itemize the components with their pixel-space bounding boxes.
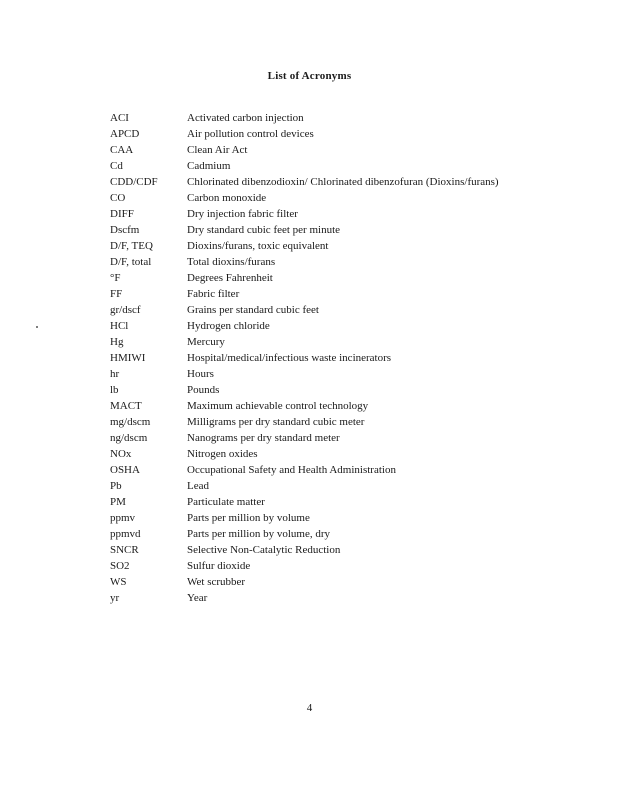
acronym-row <box>110 574 580 590</box>
acronym-definition: Nanograms per dry standard meter <box>187 432 340 444</box>
acronym-abbreviation: APCD <box>110 128 140 140</box>
acronym-definition: Wet scrubber <box>187 576 246 588</box>
acronym-row <box>110 190 580 206</box>
acronym-definition: Dioxins/furans, toxic equivalent <box>187 240 329 252</box>
acronym-row <box>110 110 580 126</box>
acronym-definition: Degrees Fahrenheit <box>187 272 273 284</box>
acronym-row <box>110 158 580 174</box>
acronym-abbreviation: ppmv <box>110 512 136 524</box>
acronym-row <box>110 222 580 238</box>
page-title: List of Acronyms <box>267 70 352 82</box>
acronym-abbreviation: NOx <box>110 448 132 460</box>
acronym-abbreviation: Dscfm <box>110 224 140 236</box>
acronym-definition: Lead <box>187 480 209 492</box>
acronym-row <box>110 446 580 462</box>
acronym-definition: Parts per million by volume, dry <box>187 528 330 540</box>
acronym-definition: Particulate matter <box>187 496 265 508</box>
acronym-abbreviation: OSHA <box>110 464 140 476</box>
acronym-row <box>110 414 580 430</box>
acronym-row <box>110 542 580 558</box>
acronym-abbreviation: HMIWI <box>110 352 146 364</box>
acronym-abbreviation: HCl <box>110 320 129 332</box>
acronym-abbreviation: FF <box>110 288 123 300</box>
acronym-abbreviation: lb <box>110 384 119 396</box>
acronym-abbreviation: gr/dscf <box>110 304 141 316</box>
acronym-abbreviation: CAA <box>110 144 134 156</box>
acronym-abbreviation: ppmvd <box>110 528 141 540</box>
acronym-row <box>110 350 580 366</box>
acronym-abbreviation: ACI <box>110 112 129 124</box>
acronym-abbreviation: hr <box>110 368 120 380</box>
acronym-definition: Clean Air Act <box>187 144 248 156</box>
acronym-abbreviation: MACT <box>110 400 142 412</box>
acronym-definition: Activated carbon injection <box>187 112 304 124</box>
acronym-definition: Hospital/medical/infectious waste incinerators <box>187 352 392 364</box>
acronym-definition: Parts per million by volume <box>187 512 310 524</box>
acronym-row <box>110 126 580 142</box>
acronym-definition: Milligrams per dry standard cubic meter <box>187 416 365 428</box>
acronym-definition: Pounds <box>187 384 220 396</box>
acronym-row <box>110 558 580 574</box>
acronym-definition: Selective Non-Catalytic Reduction <box>187 544 341 556</box>
acronym-row <box>110 590 580 606</box>
acronym-definition: Maximum achievable control technology <box>187 400 369 412</box>
acronym-row <box>110 270 580 286</box>
acronym-row <box>110 462 580 478</box>
acronym-definition: Cadmium <box>187 160 231 172</box>
acronym-row <box>110 302 580 318</box>
acronym-row <box>110 142 580 158</box>
acronym-row <box>110 206 580 222</box>
acronym-abbreviation: WS <box>110 576 127 588</box>
acronym-definition: Occupational Safety and Health Administration <box>187 464 396 476</box>
acronym-definition: Air pollution control devices <box>187 128 314 140</box>
acronym-abbreviation: DIFF <box>110 208 134 220</box>
acronym-definition: Dry injection fabric filter <box>187 208 298 220</box>
acronym-list <box>110 110 580 606</box>
acronym-row <box>110 382 580 398</box>
acronym-abbreviation: CDD/CDF <box>110 176 158 188</box>
acronym-abbreviation: Hg <box>110 336 124 348</box>
acronym-definition: Mercury <box>187 336 225 348</box>
acronym-abbreviation: °F <box>110 272 121 284</box>
acronym-abbreviation: Pb <box>110 480 122 492</box>
acronym-row <box>110 366 580 382</box>
acronym-row <box>110 254 580 270</box>
acronym-row <box>110 334 580 350</box>
acronym-abbreviation: SO2 <box>110 560 130 572</box>
acronym-row <box>110 510 580 526</box>
acronym-definition: Nitrogen oxides <box>187 448 258 460</box>
acronym-definition: Dry standard cubic feet per minute <box>187 224 341 236</box>
acronym-definition: Grains per standard cubic feet <box>187 304 319 316</box>
acronym-abbreviation: mg/dscm <box>110 416 151 428</box>
acronym-abbreviation: CO <box>110 192 126 204</box>
acronym-row <box>110 286 580 302</box>
page-number: 4 <box>306 702 313 714</box>
acronym-abbreviation: D/F, total <box>110 256 152 268</box>
acronym-abbreviation: Cd <box>110 160 123 172</box>
acronym-row <box>110 318 580 334</box>
acronym-row <box>110 398 580 414</box>
acronym-definition: Hydrogen chloride <box>187 320 270 332</box>
acronym-definition: Sulfur dioxide <box>187 560 251 572</box>
acronym-abbreviation: yr <box>110 592 120 604</box>
acronym-row <box>110 494 580 510</box>
acronym-abbreviation: SNCR <box>110 544 139 556</box>
acronym-abbreviation: ng/dscm <box>110 432 148 444</box>
acronym-row <box>110 478 580 494</box>
margin-speck <box>36 326 38 328</box>
acronym-row <box>110 526 580 542</box>
acronym-row <box>110 238 580 254</box>
acronym-definition: Year <box>187 592 208 604</box>
acronym-definition: Carbon monoxide <box>187 192 267 204</box>
acronym-abbreviation: PM <box>110 496 126 508</box>
acronym-row <box>110 174 580 190</box>
acronym-definition: Total dioxins/furans <box>187 256 276 268</box>
acronym-definition: Chlorinated dibenzodioxin/ Chlorinated dibenzofuran (Dioxins/furans) <box>187 176 499 188</box>
acronym-definition: Hours <box>187 368 214 380</box>
acronym-row <box>110 430 580 446</box>
acronym-abbreviation: D/F, TEQ <box>110 240 153 252</box>
acronym-definition: Fabric filter <box>187 288 240 300</box>
